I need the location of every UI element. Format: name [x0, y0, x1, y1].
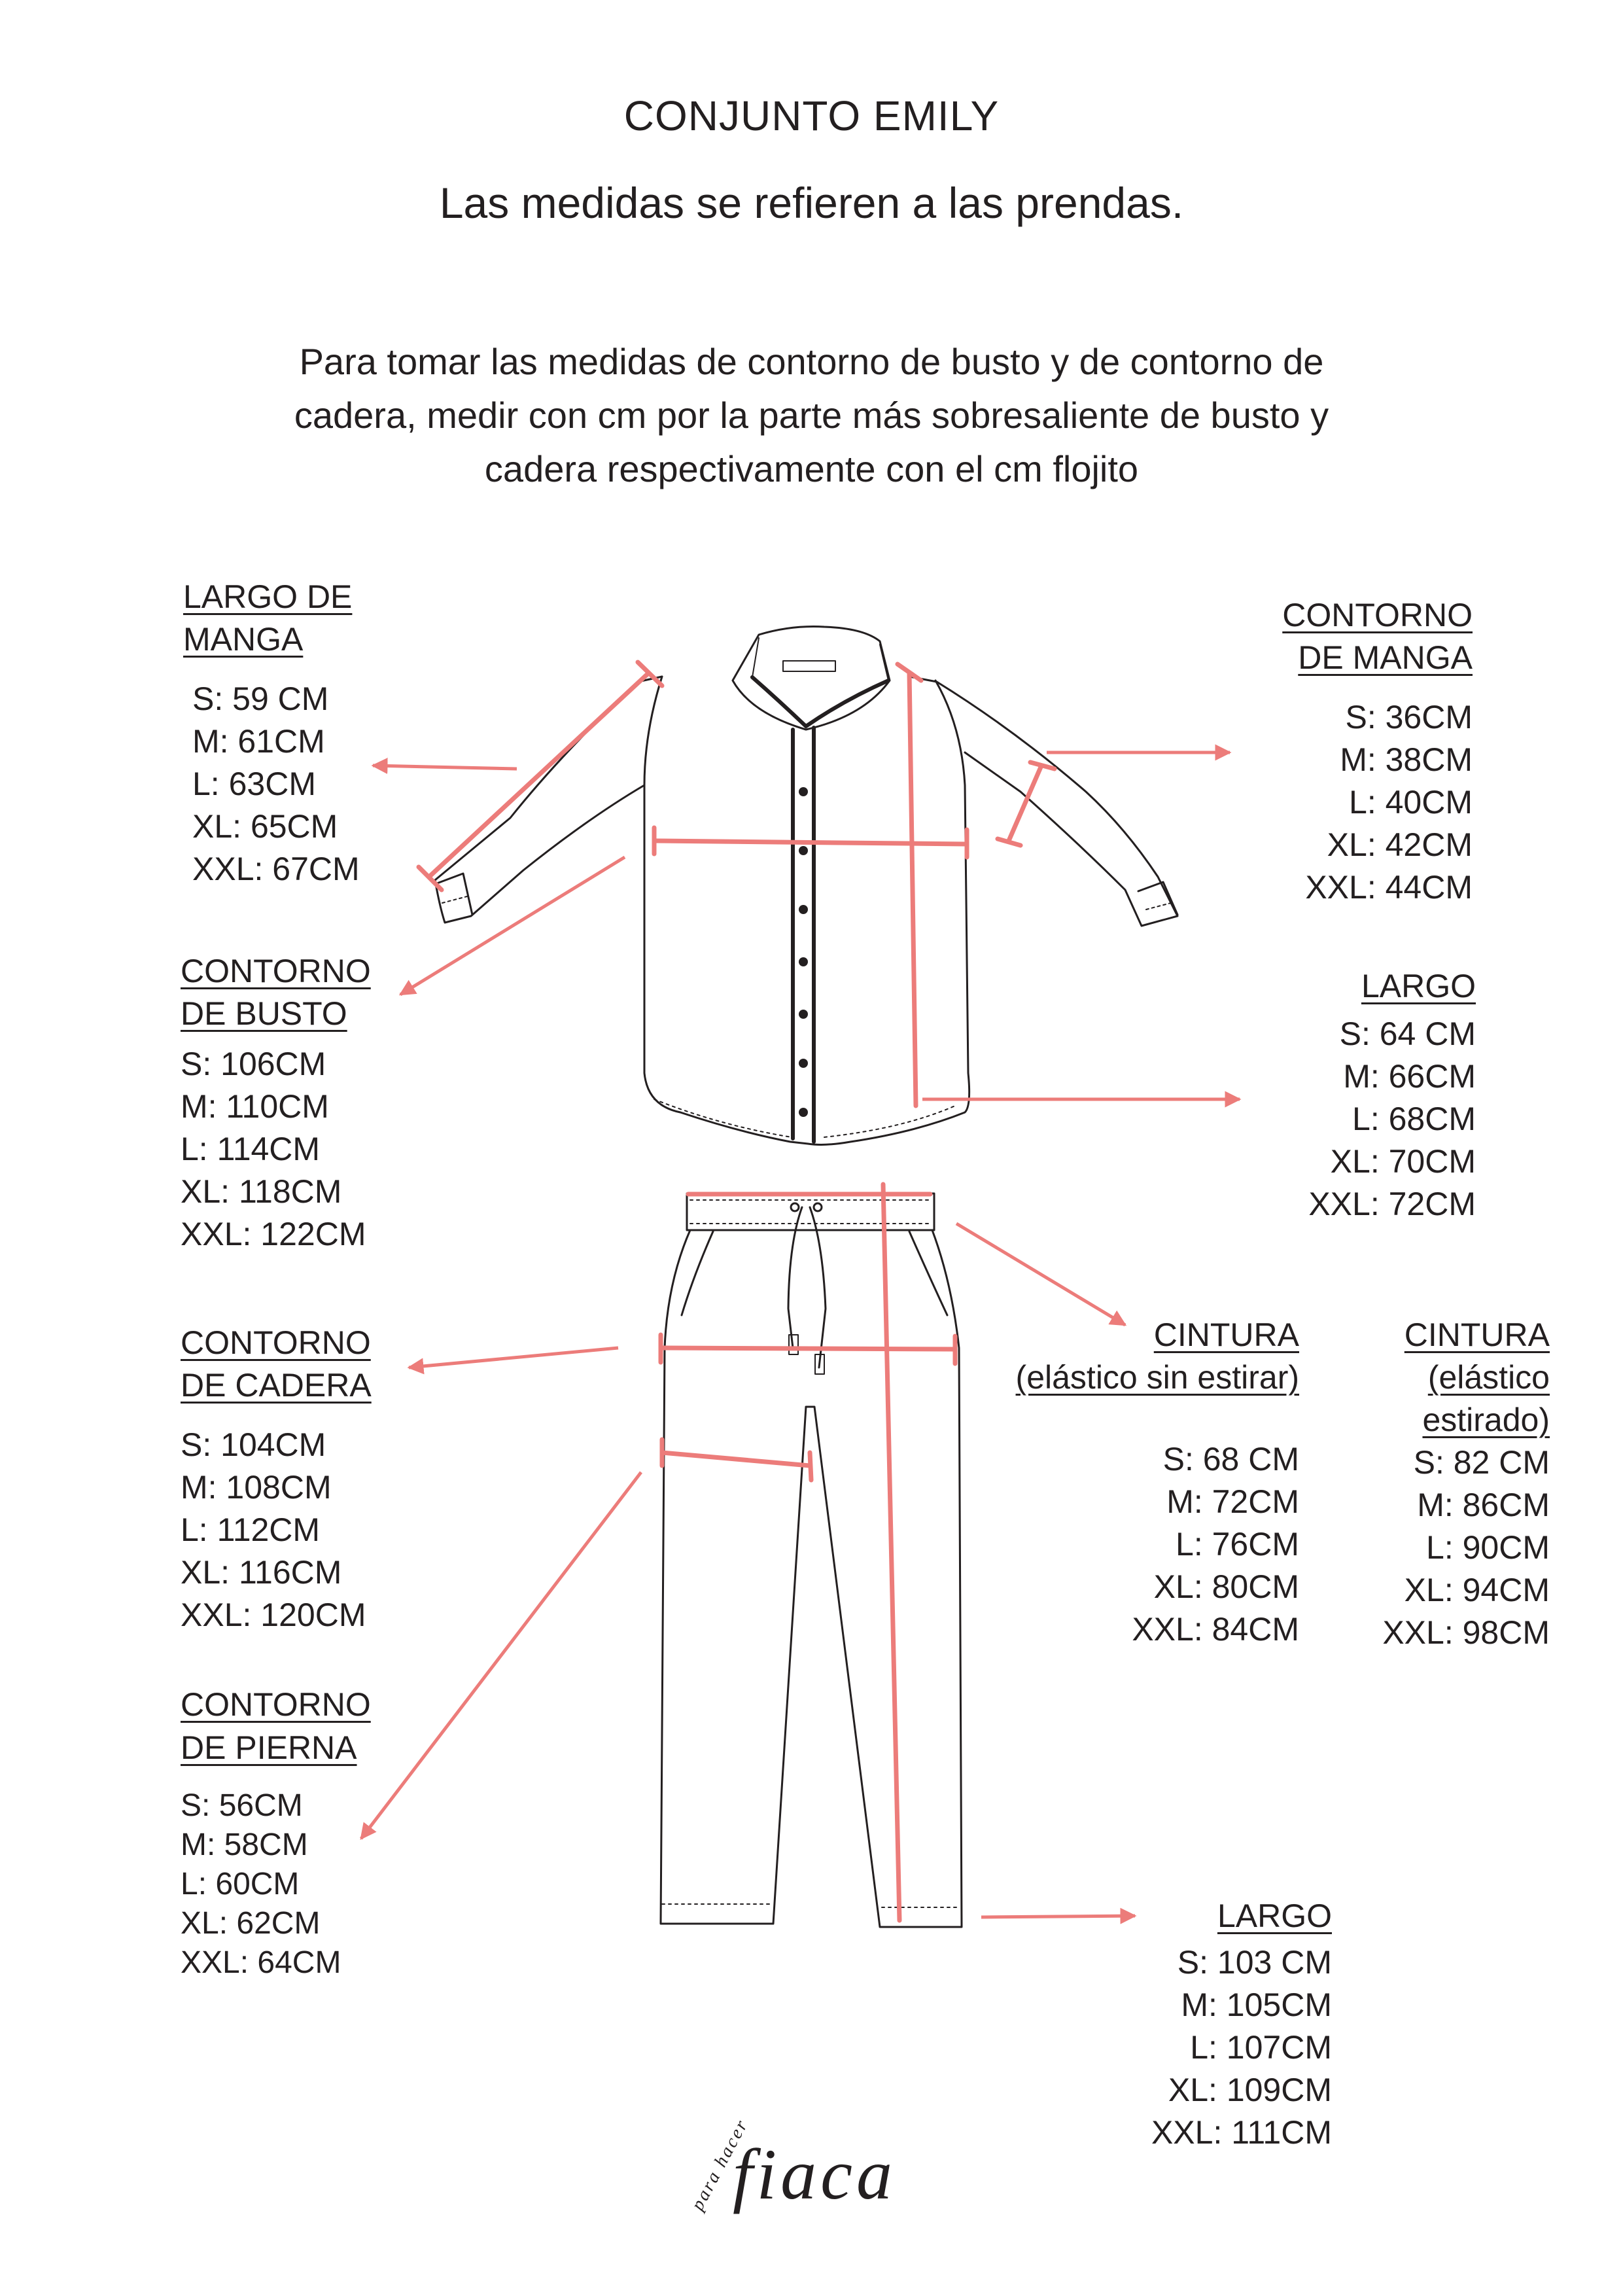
measure-value: L: 40CM — [1349, 784, 1473, 821]
measure-value: S: 68 CM — [1162, 1441, 1299, 1477]
measure-value: S: 64 CM — [1339, 1016, 1476, 1052]
measure-value: XL: 109CM — [1168, 2072, 1332, 2108]
pants-drawstring — [788, 1207, 826, 1368]
measurement-guides — [419, 662, 1055, 1920]
measure-value: L: 90CM — [1426, 1529, 1550, 1566]
arrow-cintura — [956, 1224, 1125, 1325]
measure-heading: MANGA — [183, 621, 304, 658]
measure-value: XL: 70CM — [1330, 1143, 1476, 1180]
measure-heading: CINTURA — [1404, 1316, 1550, 1353]
leg-line — [662, 1453, 810, 1466]
measure-contorno-pierna — [181, 1683, 371, 1983]
measure-heading: CONTORNO — [1282, 597, 1473, 633]
measure-value: L: 107CM — [1190, 2029, 1332, 2066]
measure-value: XL: 80CM — [1153, 1568, 1299, 1605]
arrow-contorno-pierna — [361, 1472, 641, 1839]
measure-value: M: 38CM — [1340, 741, 1473, 778]
pants-pocket-right — [909, 1231, 947, 1315]
instructions-line: cadera, medir con cm por la parte más sobresaliente de busto y — [294, 395, 1329, 436]
measure-heading: (elástico sin estirar) — [1015, 1359, 1299, 1396]
measure-value: XXL: 67CM — [192, 851, 360, 887]
hip-line — [661, 1348, 955, 1349]
shirt-left-cuff — [437, 874, 472, 915]
measure-value: S: 36CM — [1345, 699, 1473, 735]
instructions-line: cadera respectivamente con el cm flojito — [484, 448, 1139, 489]
measure-largo-camisa — [1308, 965, 1476, 1226]
shirt-right-cuff — [1138, 882, 1178, 915]
arrow-largo-manga — [373, 766, 517, 769]
measure-largo-manga — [183, 576, 360, 891]
measure-cintura-estirado — [1382, 1314, 1550, 1654]
measure-contorno-cadera — [181, 1322, 372, 1636]
measure-value: M: 86CM — [1417, 1487, 1550, 1523]
measure-value: L: 60CM — [181, 1867, 300, 1901]
measure-value: L: 63CM — [192, 766, 316, 802]
measure-value: L: 112CM — [181, 1511, 321, 1548]
measure-value: M: 61CM — [192, 723, 325, 760]
measure-heading: CONTORNO — [181, 1686, 371, 1723]
measure-value: S: 59 CM — [192, 680, 329, 717]
measure-value: XXL: 120CM — [181, 1597, 366, 1633]
brand-name: fiaca — [733, 2134, 896, 2214]
measure-contorno-busto — [181, 950, 371, 1256]
measure-value: M: 72CM — [1166, 1483, 1299, 1520]
measure-value: L: 76CM — [1176, 1526, 1299, 1563]
shirt-drawing — [435, 627, 1178, 1145]
measure-contorno-manga — [1282, 594, 1473, 909]
pants-outline — [661, 1230, 962, 1927]
bust-line — [654, 841, 967, 844]
measure-value: XXL: 98CM — [1382, 1614, 1550, 1651]
measure-value: S: 104CM — [181, 1426, 326, 1463]
sleeve-length-line — [429, 674, 648, 877]
measure-value: XL: 116CM — [181, 1554, 342, 1591]
measure-heading: (elástico — [1427, 1359, 1550, 1396]
page-title: CONJUNTO EMILY — [623, 92, 1000, 139]
measure-value: S: 103 CM — [1177, 1944, 1332, 1981]
measure-value: M: 66CM — [1343, 1058, 1476, 1095]
measure-heading: CINTURA — [1153, 1316, 1299, 1353]
measure-value: XXL: 84CM — [1132, 1611, 1299, 1648]
measure-value: L: 68CM — [1352, 1101, 1476, 1137]
pants-pocket-left — [682, 1231, 713, 1315]
measure-value: XL: 65CM — [192, 808, 338, 845]
measure-value: M: 108CM — [181, 1469, 332, 1506]
measure-value: S: 56CM — [181, 1788, 303, 1823]
arrow-contorno-cadera — [409, 1348, 618, 1368]
shirt-buttons — [799, 787, 808, 1117]
shirt-right-sleeve — [909, 677, 1178, 926]
measure-heading: LARGO — [1217, 1898, 1332, 1934]
measure-value: M: 105CM — [1181, 1987, 1332, 2023]
page-subtitle: Las medidas se refieren a las prendas. — [439, 179, 1184, 227]
measure-value: M: 110CM — [181, 1088, 329, 1125]
measure-heading: estirado) — [1422, 1402, 1550, 1438]
measure-cintura-sin-estirar — [1016, 1314, 1299, 1651]
shirt-collar — [733, 627, 890, 730]
pants-drawing — [661, 1193, 962, 1927]
measure-value: XL: 94CM — [1404, 1572, 1550, 1608]
measure-value: XL: 62CM — [181, 1906, 321, 1941]
measure-heading: DE BUSTO — [181, 995, 347, 1032]
measure-heading: CONTORNO — [181, 953, 371, 989]
measure-value: S: 82 CM — [1413, 1444, 1550, 1481]
pants-length-line — [883, 1184, 899, 1920]
sleeve-circumference-line — [1009, 766, 1041, 841]
measure-value: XXL: 44CM — [1305, 869, 1473, 906]
measure-heading: LARGO DE — [183, 578, 353, 615]
shirt-left-sleeve — [435, 677, 662, 923]
measure-value: XL: 118CM — [181, 1173, 342, 1210]
measure-value: S: 106CM — [181, 1046, 326, 1082]
brand-logo — [661, 2113, 962, 2257]
measure-heading: CONTORNO — [181, 1324, 371, 1361]
shirt-length-line — [909, 673, 916, 1106]
arrow-largo-pantalon — [981, 1916, 1135, 1917]
measure-heading: DE CADERA — [181, 1367, 372, 1404]
measure-value: M: 58CM — [181, 1828, 308, 1862]
measure-value: XXL: 72CM — [1308, 1186, 1476, 1222]
measure-value: XXL: 122CM — [181, 1216, 366, 1252]
measure-heading: DE PIERNA — [181, 1729, 357, 1766]
measure-heading: DE MANGA — [1298, 639, 1473, 676]
measure-largo-pantalon — [1151, 1895, 1332, 2154]
measure-heading: LARGO — [1361, 968, 1476, 1004]
measure-value: L: 114CM — [181, 1131, 321, 1167]
measure-value: XXL: 111CM — [1151, 2114, 1332, 2151]
brand-tagline: para hacer — [687, 2115, 753, 2214]
arrow-contorno-busto — [400, 857, 625, 995]
instructions-line: Para tomar las medidas de contorno de busto y de contorno de — [299, 341, 1324, 382]
measure-value: XXL: 64CM — [181, 1945, 341, 1980]
measure-value: XL: 42CM — [1327, 826, 1473, 863]
